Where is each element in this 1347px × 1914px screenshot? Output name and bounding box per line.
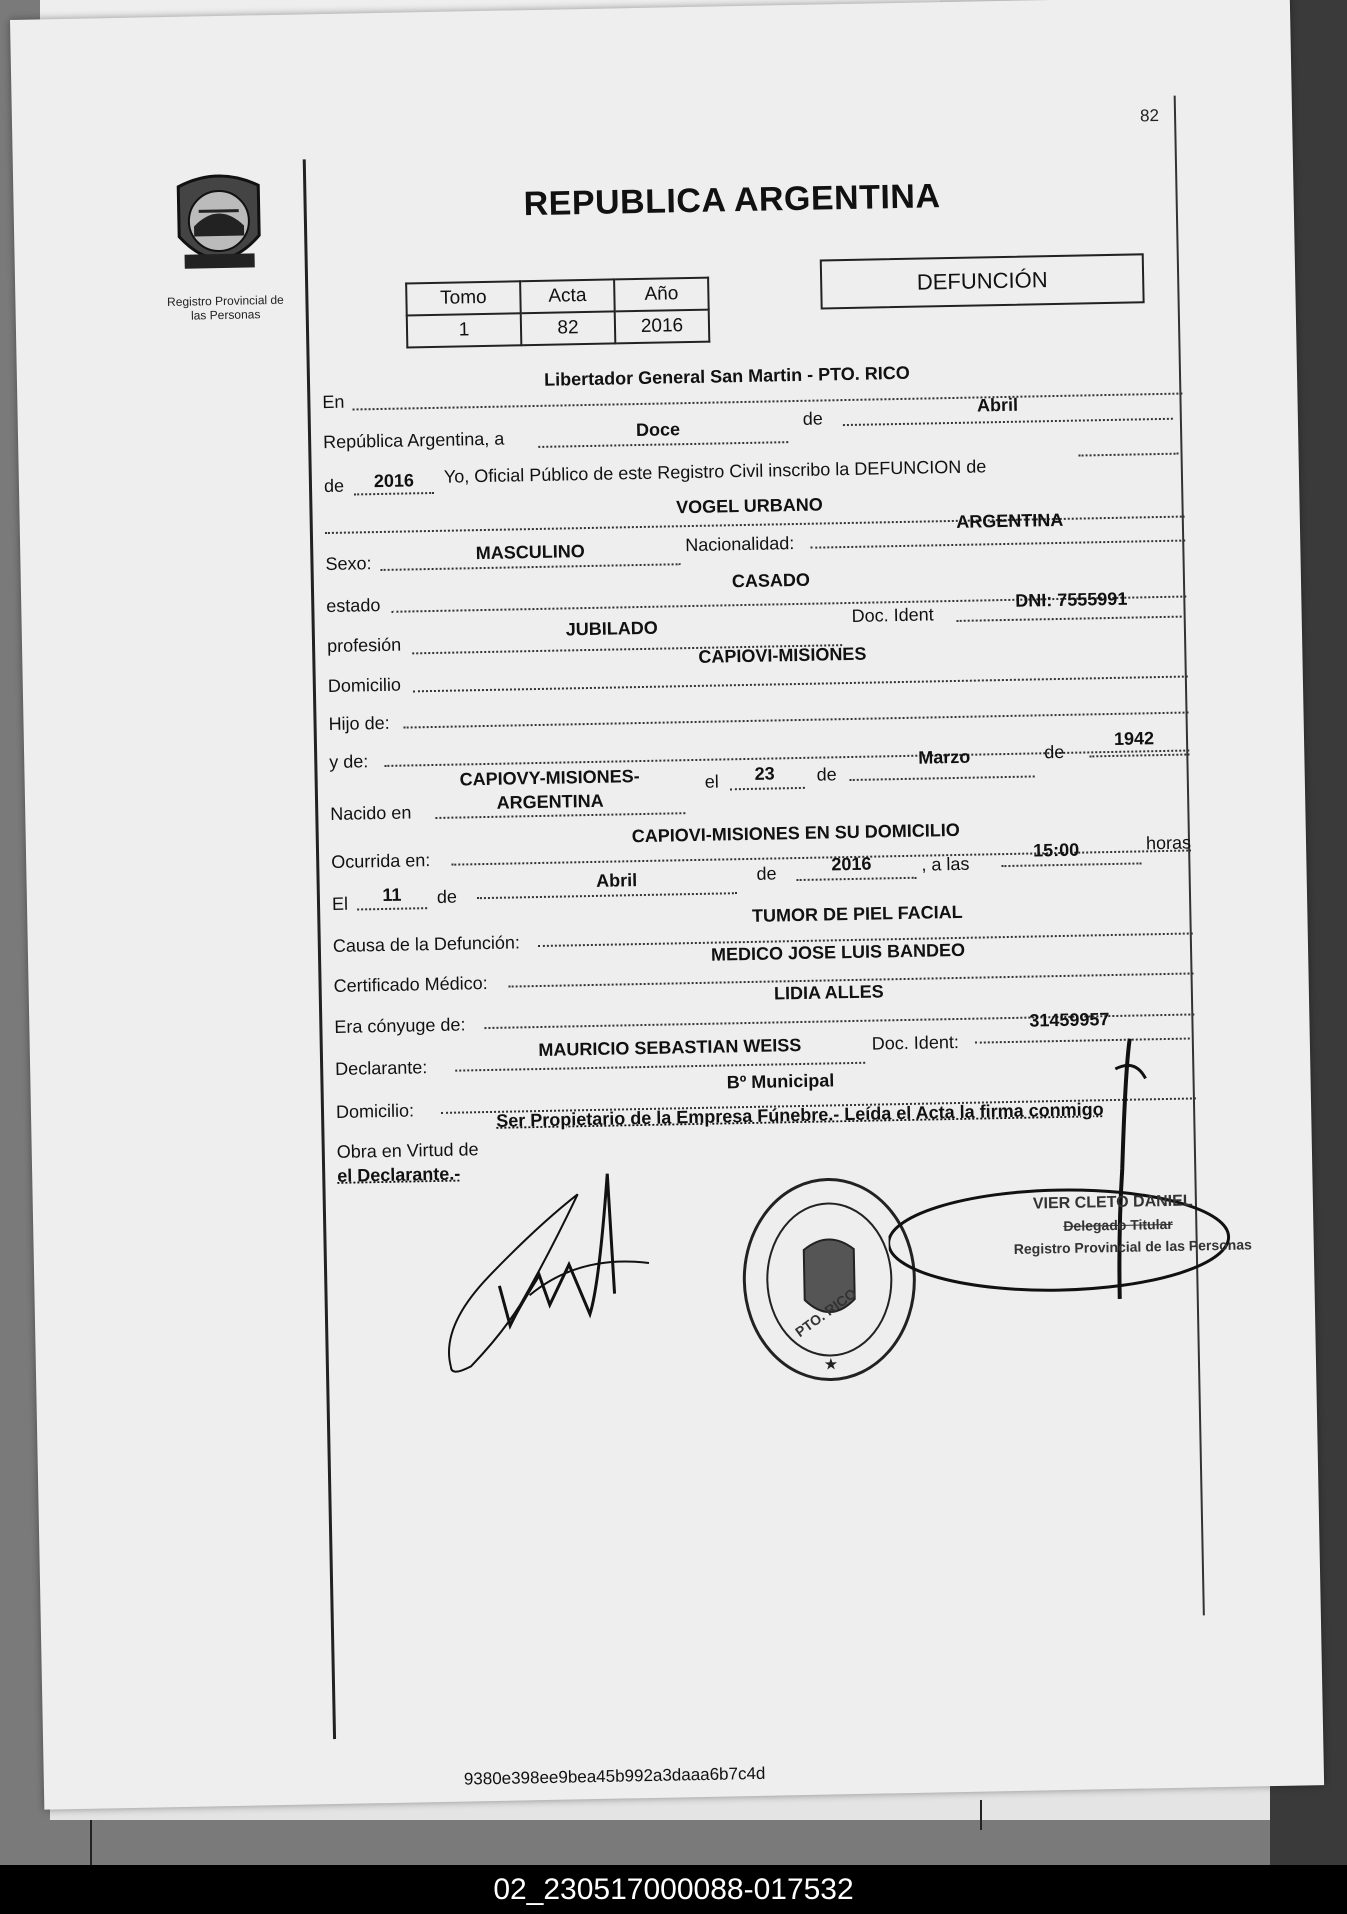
registry-table [405,277,710,349]
label-yo: Yo, Oficial Público de este Registro Civil inscribo la DEFUNCION de [443,456,987,487]
label-causa: Causa de la Defunción: [332,932,521,956]
label-domicilio: Domicilio [327,674,402,697]
label-sexo: Sexo: [325,553,372,575]
svg-text:★: ★ [823,1356,839,1374]
official-org: Registro Provincial de las Personas [1013,1236,1252,1257]
value-nac-dia: 23 [754,763,775,784]
value-declarante-doc: 31459957 [1029,1009,1110,1031]
dots-yo [1079,453,1179,457]
label-profesion: profesión [326,634,402,657]
dots-domicilio [413,676,1188,693]
province-crest-icon [163,165,275,282]
value-ocurrida-en: CAPIOVI-MISIONES EN SU DOMICILIO [631,819,960,847]
label-domicilio2: Domicilio: [335,1100,415,1122]
anio-value: 2016 [615,310,710,344]
dots-anio [354,492,434,496]
label-y-de: y de: [329,751,369,773]
label-de6: de [756,863,777,884]
value-nacionalidad: ARGENTINA [956,509,1064,532]
dots-nac-dia [730,787,805,790]
official-signature-icon [885,1026,1250,1313]
dots-dni [957,616,1182,622]
label-de3: de [816,764,837,785]
label-hijo-de: Hijo de: [328,712,390,735]
registry-label-line1: Registro Provincial de [166,292,284,310]
label-estado: estado [326,594,381,617]
value-obra-2: el Declarante.- [337,1163,461,1186]
value-estado: CASADO [731,569,811,592]
registry-label-line2: las Personas [190,307,261,323]
edge-mark-right [980,1800,982,1830]
value-profesion: JUBILADO [565,617,658,640]
value-anio: 2016 [373,470,415,492]
label-a-las: , a las [921,853,970,875]
page-title: REPUBLICA ARGENTINA [523,177,941,224]
dots-nacionalidad [810,540,1185,549]
value-dia: Doce [635,419,681,441]
dots-nac-mes [850,775,1035,781]
tomo-header: Tomo [406,281,521,315]
dots-sexo [381,563,681,571]
page-number: 82 [1139,105,1160,126]
value-dni: DNI: 7555991 [1015,588,1128,611]
value-nombre: VOGEL URBANO [675,494,823,518]
value-def-mes: Abril [595,870,638,891]
dots-nac-anio [1089,753,1189,757]
record-type-box: DEFUNCIÓN [820,253,1145,309]
right-margin-line [1174,96,1205,1616]
label-el: el [704,771,719,792]
value-declarante: MAURICIO SEBASTIAN WEISS [538,1034,802,1061]
dots-hijo-de [404,712,1189,729]
value-mes: Abril [976,394,1019,416]
label-doc-ident2: Doc. Ident: [871,1031,960,1054]
label-de2: de [323,475,345,497]
death-certificate-page [10,0,1324,1810]
label-nacionalidad: Nacionalidad: [685,533,795,556]
seal-center-text: PTO. RICO [792,1285,860,1341]
anio-header: Año [614,278,709,312]
dots-mes [843,418,1173,426]
value-def-anio: 2016 [831,853,872,875]
dots-def-hora [1001,862,1141,867]
label-ocurrida-en: Ocurrida en: [331,850,431,872]
edge-mark-left [90,1820,92,1865]
value-nac-anio: 1942 [1113,728,1155,749]
declarant-signature-icon [427,1152,681,1387]
label-de1: de [802,408,824,429]
value-nacido-en-2: ARGENTINA [496,790,604,813]
label-nacido-en: Nacido en [330,802,412,824]
value-causa: TUMOR DE PIEL FACIAL [751,901,963,926]
value-declarante-domicilio: Bº Municipal [726,1070,835,1093]
label-obra: Obra en Virtud de [336,1139,479,1162]
label-de4: de [1044,741,1065,763]
official-name: VIER CLETO DANIEL [1032,1192,1193,1213]
label-horas: horas [1145,832,1192,854]
tomo-value: 1 [407,313,522,347]
label-el2: El [331,893,349,914]
dots-def-anio [797,877,917,881]
official-role: Delegado Titular [1063,1215,1173,1234]
value-def-dia: 11 [382,884,402,906]
value-lugar: Libertador General San Martin - PTO. RICO [543,362,910,390]
value-sexo: MASCULINO [475,541,585,564]
label-doc-ident: Doc. Ident [851,604,934,626]
value-domicilio: CAPIOVI-MISIONES [698,643,867,667]
value-nac-mes: Marzo [918,746,971,768]
value-def-hora: 15:00 [1032,839,1080,861]
document-hash: 9380e398ee9bea45b992a3daaa6b7c4d [463,1763,766,1789]
label-conyuge: Era cónyuge de: [334,1014,466,1037]
acta-header: Acta [520,279,615,313]
acta-value: 82 [521,311,616,345]
label-republica: República Argentina, a [322,428,505,453]
value-obra-1: Ser Propietario de la Empresa Fúnebre.- Leída el Acta la firma conmigo [496,1099,1104,1131]
registry-label [145,292,306,323]
label-de5: de [436,886,458,907]
value-certificado: MEDICO JOSE LUIS BANDEO [710,939,966,965]
label-en: En [322,391,345,413]
dots-def-dia [357,907,427,910]
value-conyuge: LIDIA ALLES [773,981,884,1004]
value-nacido-en-1: CAPIOVY-MISIONES- [459,766,640,790]
label-declarante: Declarante: [335,1057,428,1079]
label-certificado: Certificado Médico: [333,973,488,996]
scan-footer-id: 02_230517000088-017532 [0,1865,1347,1914]
